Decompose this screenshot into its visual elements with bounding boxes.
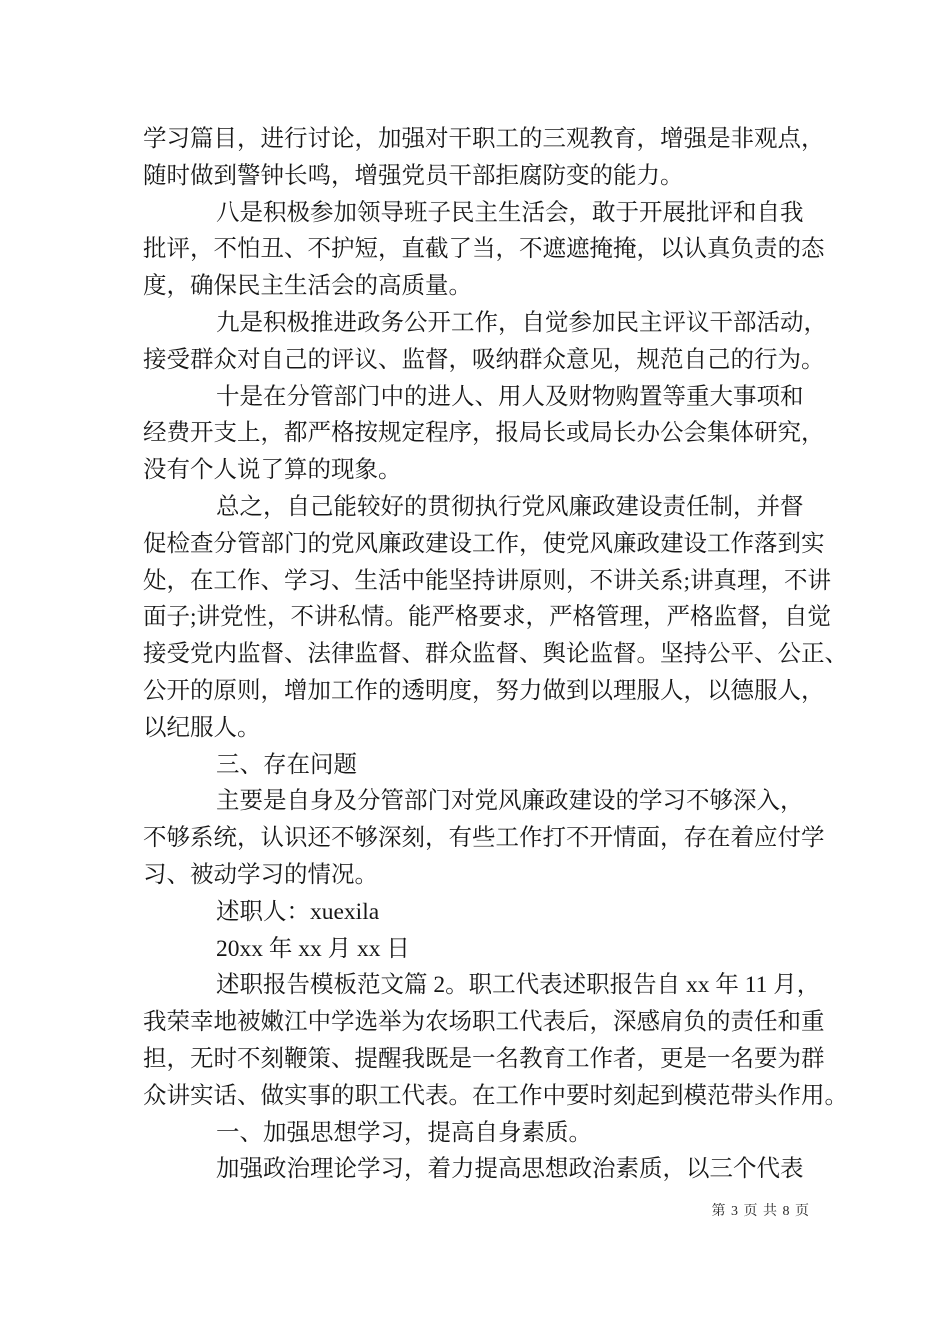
text-line: 公开的原则，增加工作的透明度，努力做到以理服人，以德服人，: [143, 677, 825, 704]
text-line: 度，确保民主生活会的高质量。: [143, 273, 472, 300]
text-line: 众讲实话、做实事的职工代表。在工作中要时刻起到模范带头作用。: [143, 1082, 848, 1109]
text-line: 主要是自身及分管部门对党风廉政建设的学习不够深入，: [216, 788, 804, 815]
text-line: 以纪服人。: [143, 714, 261, 741]
text-line: 总之，自己能较好的贯彻执行党风廉政建设责任制，并督: [216, 493, 804, 520]
text-line: 十是在分管部门中的进人、用人及财物购置等重大事项和: [216, 383, 804, 410]
text-line: 述职人：xuexila: [216, 898, 380, 925]
text-line: 学习篇目，进行讨论，加强对干职工的三观教育，增强是非观点，: [143, 126, 825, 152]
text-line: 三、存在问题: [216, 751, 357, 778]
text-line: 述职报告模板范文篇 2。职工代表述职报告自 xx 年 11 月，: [216, 972, 821, 999]
text-line: 担，无时不刻鞭策、提醒我既是一名教育工作者，更是一名要为群: [143, 1045, 825, 1072]
text-line: 八是积极参加领导班子民主生活会，敢于开展批评和自我: [216, 199, 804, 226]
text-line: 我荣幸地被嫩江中学选举为农场职工代表后，深感肩负的责任和重: [143, 1009, 825, 1036]
document-body: [143, 121, 848, 1188]
text-line: 九是积极推进政务公开工作，自觉参加民主评议干部活动，: [216, 309, 827, 336]
text-line: 不够系统，认识还不够深刻，有些工作打不开情面，存在着应付学: [143, 825, 825, 852]
text-line: 处，在工作、学习、生活中能坚持讲原则，不讲关系;讲真理，不讲: [143, 567, 832, 594]
text-line: 没有个人说了算的现象。: [143, 457, 402, 484]
text-line: 20xx 年 xx 月 xx 日: [216, 935, 410, 962]
text-line: 随时做到警钟长鸣，增强党员干部拒腐防变的能力。: [143, 162, 684, 189]
page-number-footer: 第 3 页 共 8 页: [711, 1204, 810, 1219]
text-line: 面子;讲党性，不讲私情。能严格要求，严格管理，严格监督，自觉: [143, 604, 832, 631]
text-line: 批评，不怕丑、不护短，直截了当，不遮遮掩掩，以认真负责的态: [143, 236, 825, 263]
text-line: 接受党内监督、法律监督、群众监督、舆论监督。坚持公平、公正、: [143, 641, 848, 668]
text-line: 习、被动学习的情况。: [143, 861, 378, 888]
text-line: 一、加强思想学习，提高自身素质。: [216, 1119, 592, 1146]
text-line: 经费开支上，都严格按规定程序，报局长或局长办公会集体研究，: [143, 420, 825, 447]
text-line: 接受群众对自己的评议、监督，吸纳群众意见，规范自己的行为。: [143, 346, 825, 373]
text-line: 促检查分管部门的党风廉政建设工作，使党风廉政建设工作落到实: [143, 530, 825, 557]
text-line: 加强政治理论学习，着力提高思想政治素质，以三个代表: [216, 1156, 804, 1183]
